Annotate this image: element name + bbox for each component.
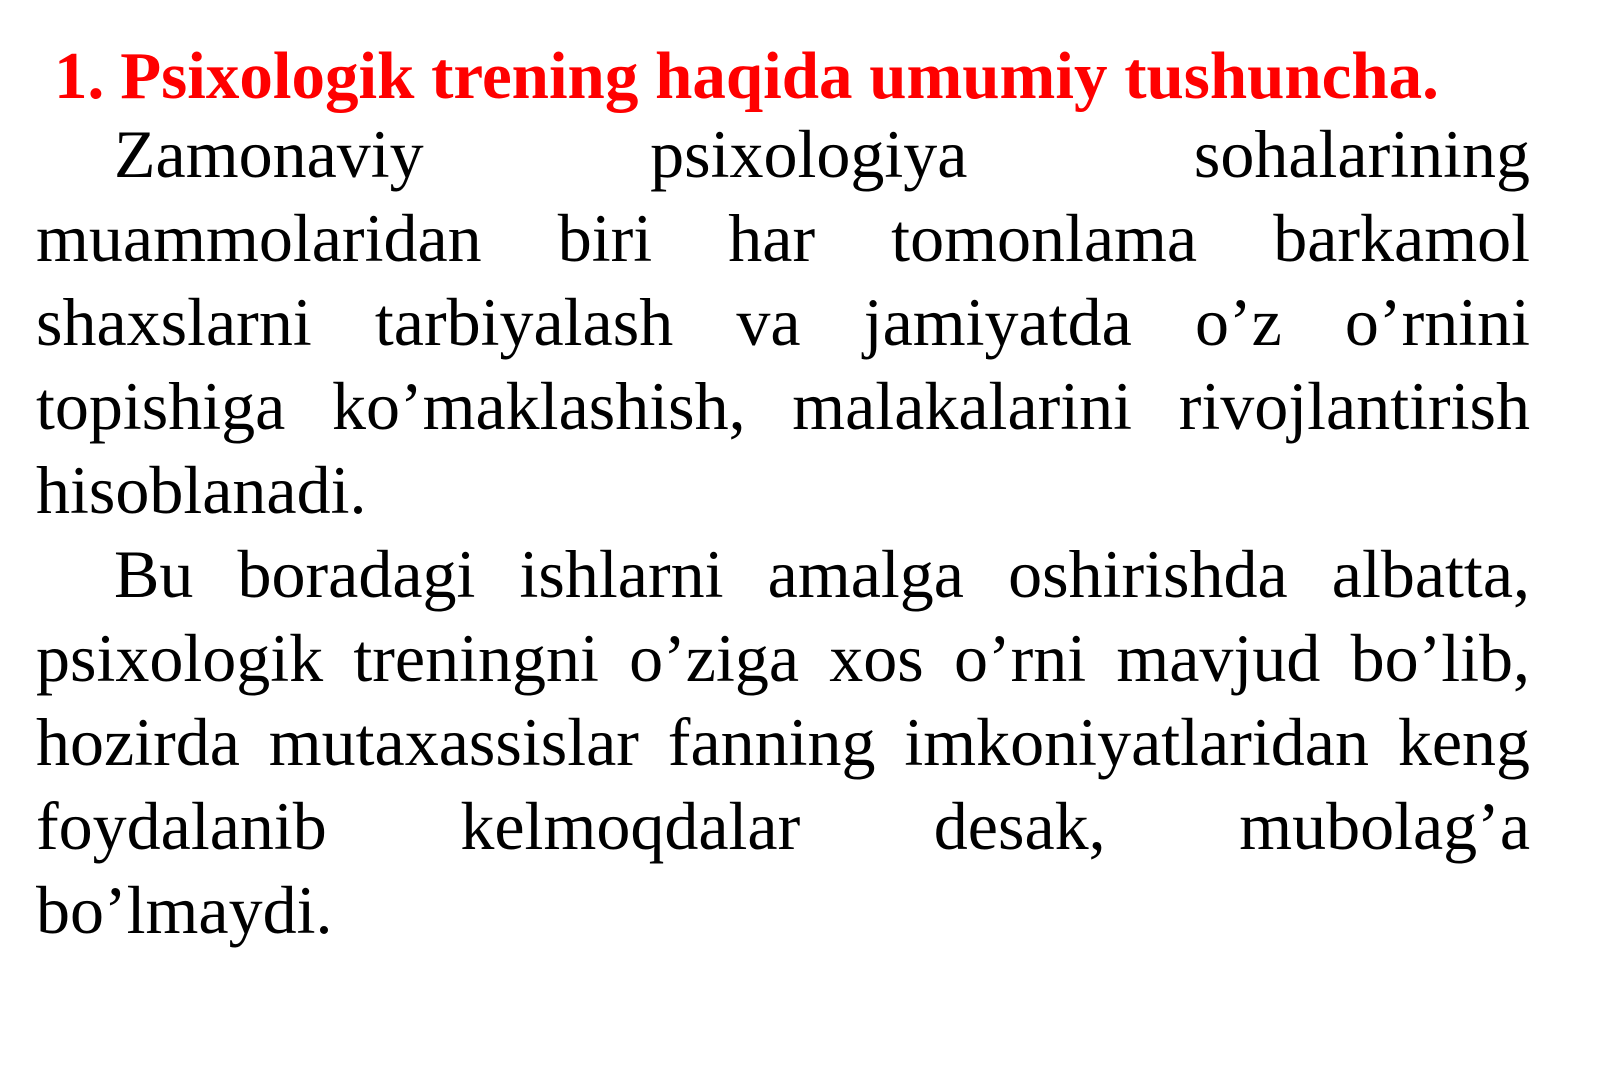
paragraph-line: Zamonaviy psixologiya sohalarining	[114, 116, 1530, 192]
paragraph-line: hisoblanadi.	[36, 452, 367, 528]
paragraph-1	[36, 112, 1530, 532]
section-heading	[36, 40, 1564, 112]
paragraph-line: hozirda mutaxassislar fanning imkoniyatlaridan keng	[36, 704, 1530, 780]
paragraph-2	[36, 532, 1530, 952]
heading-text: Psixologik trening haqida umumiy tushuncha.	[120, 39, 1439, 113]
paragraph-line: topishiga ko’maklashish, malakalarini rivojlantirish	[36, 368, 1530, 444]
heading-number: 1.	[54, 39, 105, 113]
paragraph-line: muammolaridan biri har tomonlama barkamol	[36, 200, 1530, 276]
paragraph-line: shaxslarni tarbiyalash va jamiyatda o’z o’rnini	[36, 284, 1530, 360]
paragraph-line: foydalanib kelmoqdalar desak, mubolag’a	[36, 788, 1530, 864]
paragraph-line: psixologik treningni o’ziga xos o’rni mavjud bo’lib,	[36, 620, 1530, 696]
paragraph-line: Bu boradagi ishlarni amalga oshirishda albatta,	[114, 536, 1530, 612]
paragraph-line: bo’lmaydi.	[36, 872, 333, 948]
